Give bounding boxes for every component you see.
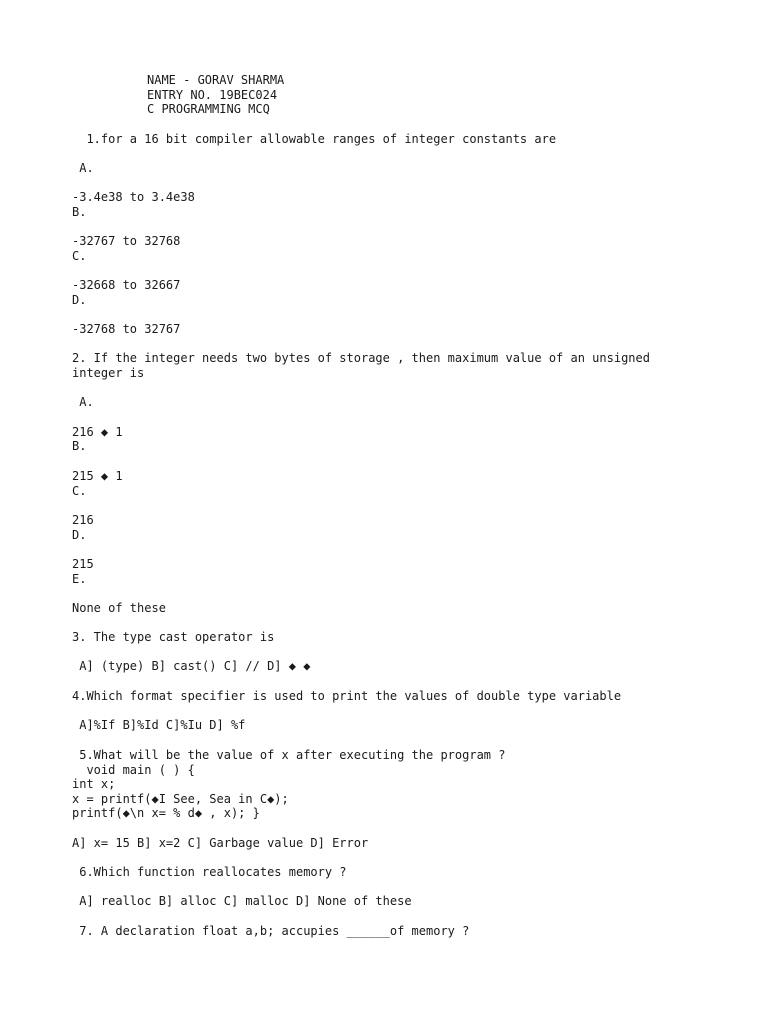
q6-options: A] realloc B] alloc C] malloc D] None of these — [72, 894, 412, 908]
q1-option-d-label: D. — [72, 293, 87, 307]
q2-question-line2: integer is — [72, 366, 145, 380]
q5-code-line4: printf(◆\n x= % d◆ , x); } — [72, 806, 260, 820]
q3-options: A] (type) B] cast() C] // D] ◆ ◆ — [72, 659, 311, 673]
q2-question-line1: 2. If the integer needs two bytes of storage , then maximum value of an unsigned — [72, 351, 650, 365]
q2-option-b-label: B. — [72, 439, 87, 453]
q1-option-d-text: -32768 to 32767 — [72, 322, 181, 336]
q1-option-a-text: -3.4e38 to 3.4e38 — [72, 190, 195, 204]
q1-option-b-label: B. — [72, 205, 87, 219]
q5-options: A] x= 15 B] x=2 C] Garbage value D] Error — [72, 836, 369, 850]
q4-question: 4.Which format specifier is used to print the values of double type variable — [72, 689, 622, 703]
q1-option-a-label: A. — [72, 161, 94, 175]
q2-option-d-text: 215 — [72, 557, 94, 571]
q5-code-line1: void main ( ) { — [72, 763, 195, 777]
q2-option-e-label: E. — [72, 572, 87, 586]
q2-option-c-text: 216 — [72, 513, 94, 527]
q2-option-e-text: None of these — [72, 601, 166, 615]
q2-option-d-label: D. — [72, 528, 87, 542]
q1-question: 1.for a 16 bit compiler allowable ranges of integer constants are — [72, 132, 557, 146]
subject-title: C PROGRAMMING MCQ — [147, 102, 270, 116]
q5-code-line2: int x; — [72, 777, 116, 791]
q4-options: A]%If B]%Id C]%Iu D] %f — [72, 718, 246, 732]
q1-option-c-text: -32668 to 32667 — [72, 278, 181, 292]
q1-option-b-text: -32767 to 32768 — [72, 234, 181, 248]
q2-option-a-label: A. — [72, 395, 94, 409]
q5-code-line3: x = printf(◆I See, Sea in C◆); — [72, 792, 289, 806]
q3-question: 3. The type cast operator is — [72, 630, 275, 644]
q7-question: 7. A declaration float a,b; accupies ______of memory ? — [72, 924, 470, 938]
q5-question: 5.What will be the value of x after executing the program ? — [72, 748, 506, 762]
q2-option-a-text: 216 ◆ 1 — [72, 425, 123, 439]
q2-option-b-text: 215 ◆ 1 — [72, 469, 123, 483]
student-name: NAME - GORAV SHARMA — [147, 73, 285, 87]
entry-number: ENTRY NO. 19BEC024 — [147, 88, 278, 102]
q1-option-c-label: C. — [72, 249, 87, 263]
q6-question: 6.Which function reallocates memory ? — [72, 865, 347, 879]
q2-option-c-label: C. — [72, 484, 87, 498]
